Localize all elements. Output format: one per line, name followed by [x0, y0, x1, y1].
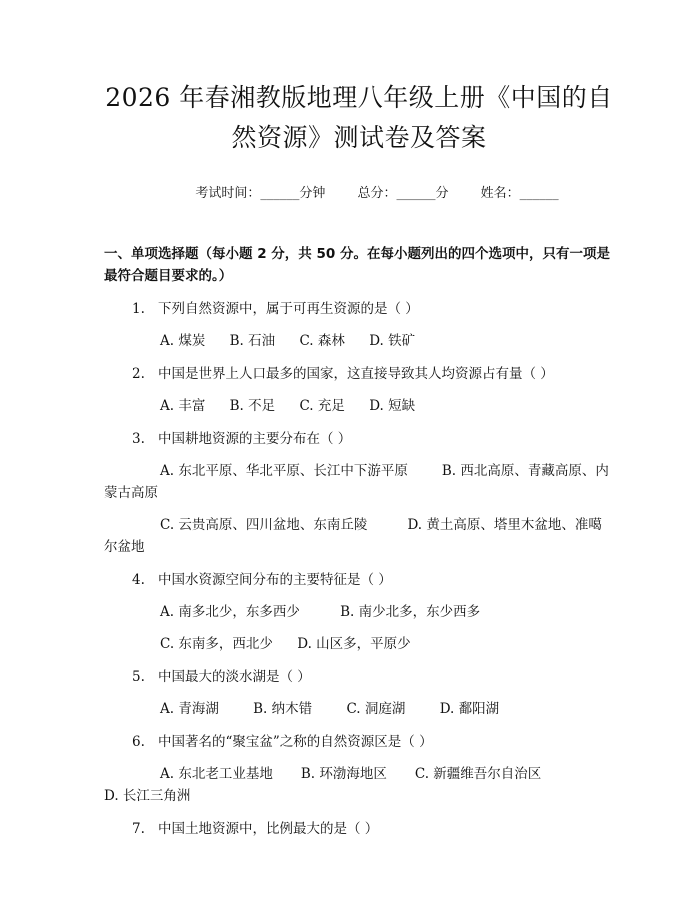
option-b: B. 不足 [229, 398, 276, 414]
question-text: 下列自然资源中，属于可再生资源的是（ ） [158, 301, 419, 317]
question-text: 中国耕地资源的主要分布在（ ） [158, 431, 352, 447]
question-text: 中国最大的淡水湖是（ ） [158, 669, 311, 685]
question-3-options-ab [104, 460, 610, 504]
question-number: 3. [132, 431, 145, 447]
exam-time: 考试时间：______分钟 [195, 186, 326, 201]
question-5-options [104, 698, 610, 720]
option-b: B. 石油 [229, 333, 276, 349]
option-c: C. 东南多，西北少 [160, 636, 273, 652]
option-d: D. 黄土高原、塔里木盆地、准噶尔盆地 [104, 517, 602, 555]
question-text: 中国水资源空间分布的主要特征是（ ） [158, 572, 392, 588]
option-d: D. 鄱阳湖 [439, 701, 500, 717]
question-3 [104, 428, 610, 450]
question-number: 1. [132, 301, 145, 317]
option-b: B. 纳木错 [253, 701, 313, 717]
option-a: A. 煤炭 [160, 333, 206, 349]
question-2-options [104, 395, 610, 417]
option-b: B. 环渤海地区 [300, 766, 387, 782]
question-2 [104, 363, 610, 385]
question-3-options-cd [104, 514, 610, 558]
section-title-single-choice: 一、单项选择题（每小题 2 分，共 50 分。在每小题列出的四个选项中，只有一项是最符合题目要求的。） [104, 246, 610, 284]
question-number: 5. [132, 669, 145, 685]
question-text: 中国著名的“聚宝盆”之称的自然资源区是（ ） [158, 734, 433, 750]
question-4-options-cd [104, 633, 610, 655]
question-number: 6. [132, 734, 145, 750]
option-c: C. 森林 [299, 333, 345, 349]
question-1 [104, 298, 610, 320]
option-a: A. 青海湖 [160, 701, 219, 717]
question-number: 4. [132, 572, 145, 588]
option-a: A. 丰富 [160, 398, 206, 414]
option-c: C. 充足 [299, 398, 345, 414]
question-5 [104, 666, 610, 688]
exam-total-score: 总分：______分 [357, 186, 449, 201]
option-c: C. 新疆维吾尔自治区 [414, 766, 542, 782]
option-a: A. 南多北少，东多西少 [160, 604, 300, 620]
question-6-options [104, 763, 610, 807]
question-number: 7. [132, 821, 145, 837]
question-text: 中国是世界上人口最多的国家，这直接导致其人均资源占有量（ ） [158, 366, 554, 382]
question-text: 中国土地资源中，比例最大的是（ ） [158, 821, 379, 837]
question-1-options [104, 330, 610, 352]
option-a: A. 东北老工业基地 [160, 766, 273, 782]
student-name: 姓名：______ [480, 186, 559, 201]
option-d: D. 短缺 [369, 398, 416, 414]
option-d: D. 山区多，平原少 [297, 636, 411, 652]
option-b: B. 西北高原、青藏高原、内蒙古高原 [104, 463, 609, 501]
option-c: C. 洞庭湖 [346, 701, 406, 717]
option-a: A. 东北平原、华北平原、长江中下游平原 [160, 463, 408, 479]
document-title: 2026 年春湘教版地理八年级上册《中国的自然资源》测试卷及答案 [105, 83, 613, 152]
option-d: D. 长江三角洲 [104, 788, 191, 804]
question-number: 2. [132, 366, 145, 382]
question-7 [104, 818, 610, 840]
option-d: D. 铁矿 [369, 333, 416, 349]
question-4 [104, 569, 610, 591]
question-6 [104, 731, 610, 753]
exam-meta [144, 182, 610, 201]
question-4-options-ab [104, 601, 610, 623]
option-c: C. 云贵高原、四川盆地、东南丘陵 [160, 517, 368, 533]
option-b: B. 南少北多，东少西多 [340, 604, 481, 620]
